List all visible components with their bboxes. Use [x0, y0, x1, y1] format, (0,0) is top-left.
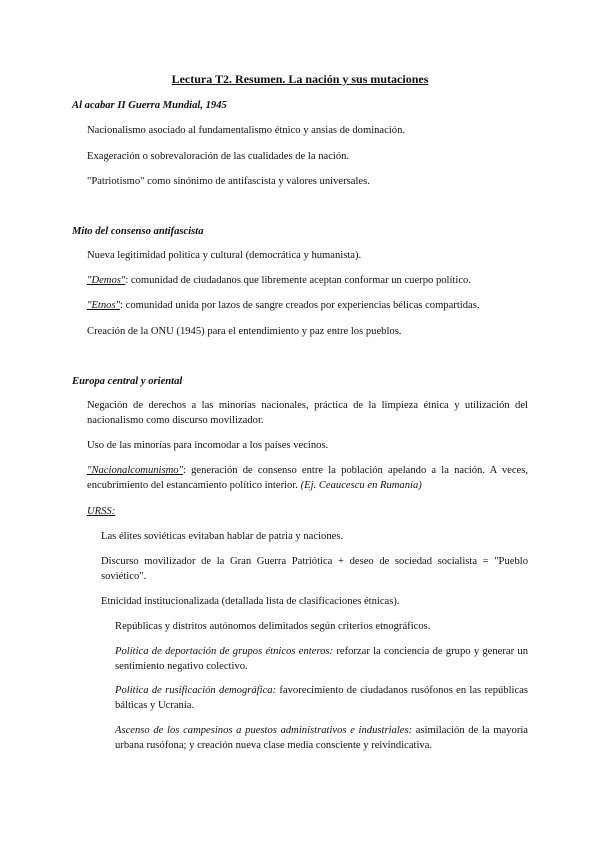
definition-russification: favorecimiento de ciudadanos rusófonos en las repúblicas bálticas y Ucrania. — [115, 685, 529, 711]
term-peasants: Ascenso de los campesinos a puestos administrativos e industriales: — [115, 725, 413, 736]
term-urss: URSS: — [87, 506, 116, 517]
paragraph: Repúblicas y distritos autónomos delimitados según criterios etnográficos. — [115, 621, 431, 632]
paragraph: Discurso movilizador de la Gran Guerra Patriótica + deseo de sociedad socialista = "Pueblo soviético". — [101, 556, 528, 582]
paragraph-russification — [115, 684, 528, 713]
definition-demos: : comunidad de ciudadanos que libremente aceptan conformar un cuerpo político. — [125, 275, 471, 286]
paragraph: Nacionalismo asociado al fundamentalismo étnico y ansias de dominación. — [87, 125, 406, 136]
term-demos: "Demos" — [87, 275, 126, 286]
definition-etnos: : comunidad unida por lazos de sangre creados por experiencias bélicas compartidas. — [120, 300, 480, 311]
paragraph: "Patriotismo" como sinónimo de antifascista y valores universales. — [87, 176, 370, 187]
paragraph: Negación de derechos a las minorías nacionales, práctica de la limpieza étnica y utilización del nacionalismo como discurso movilizador. — [87, 400, 528, 426]
definition-nacionalcomunismo: : generación de consenso entre la población apelando a la nación. A veces, encubrimiento del estancamiento político interior. — [87, 465, 528, 491]
paragraph: Exageración o sobrevaloración de las cualidades de la nación. — [87, 151, 350, 162]
section-heading-antifascist-myth: Mito del consenso antifascista — [72, 226, 204, 237]
example-ceaucescu: (Ej. Ceaucescu en Rumanía) — [300, 479, 422, 491]
definition-peasants: asimilación de la mayoría urbana rusófona; y creación nueva clase media consciente y reivindicativa. — [115, 725, 528, 751]
definition-deportation: reforzar la conciencia de grupo y generar un sentimiento negativo colectivo. — [115, 646, 528, 672]
paragraph-nacionalcomunismo — [87, 464, 528, 493]
page-title: Lectura T2. Resumen. La nación y sus mutaciones — [171, 72, 429, 86]
paragraph-peasants — [115, 724, 528, 753]
term-russification: Política de rusificación demográfica: — [115, 685, 277, 696]
paragraph: Creación de la ONU (1945) para el entendimiento y paz entre los pueblos. — [87, 326, 402, 337]
paragraph-demos — [87, 274, 528, 289]
section-heading-postwar: Al acabar II Guerra Mundial, 1945 — [72, 100, 227, 111]
paragraph-etnos — [87, 299, 528, 314]
term-etnos: "Etnos" — [87, 300, 121, 311]
term-nacionalcomunismo: "Nacionalcomunismo" — [87, 465, 183, 476]
term-deportation: Política de deportación de grupos étnicos enteros: — [115, 646, 334, 657]
paragraph: Nueva legitimidad política y cultural (democrática y humanista). — [87, 250, 362, 261]
paragraph-deportation — [115, 645, 528, 674]
paragraph: Las élites soviéticas evitaban hablar de patria y naciones. — [101, 531, 344, 542]
paragraph: Uso de las minorías para incomodar a los países vecinos. — [87, 440, 329, 451]
section-heading-central-eastern-europe: Europa central y oriental — [72, 376, 183, 387]
paragraph: Etnicidad institucionalizada (detallada lista de clasificaciones étnicas). — [101, 596, 400, 607]
urss-label — [87, 505, 528, 520]
